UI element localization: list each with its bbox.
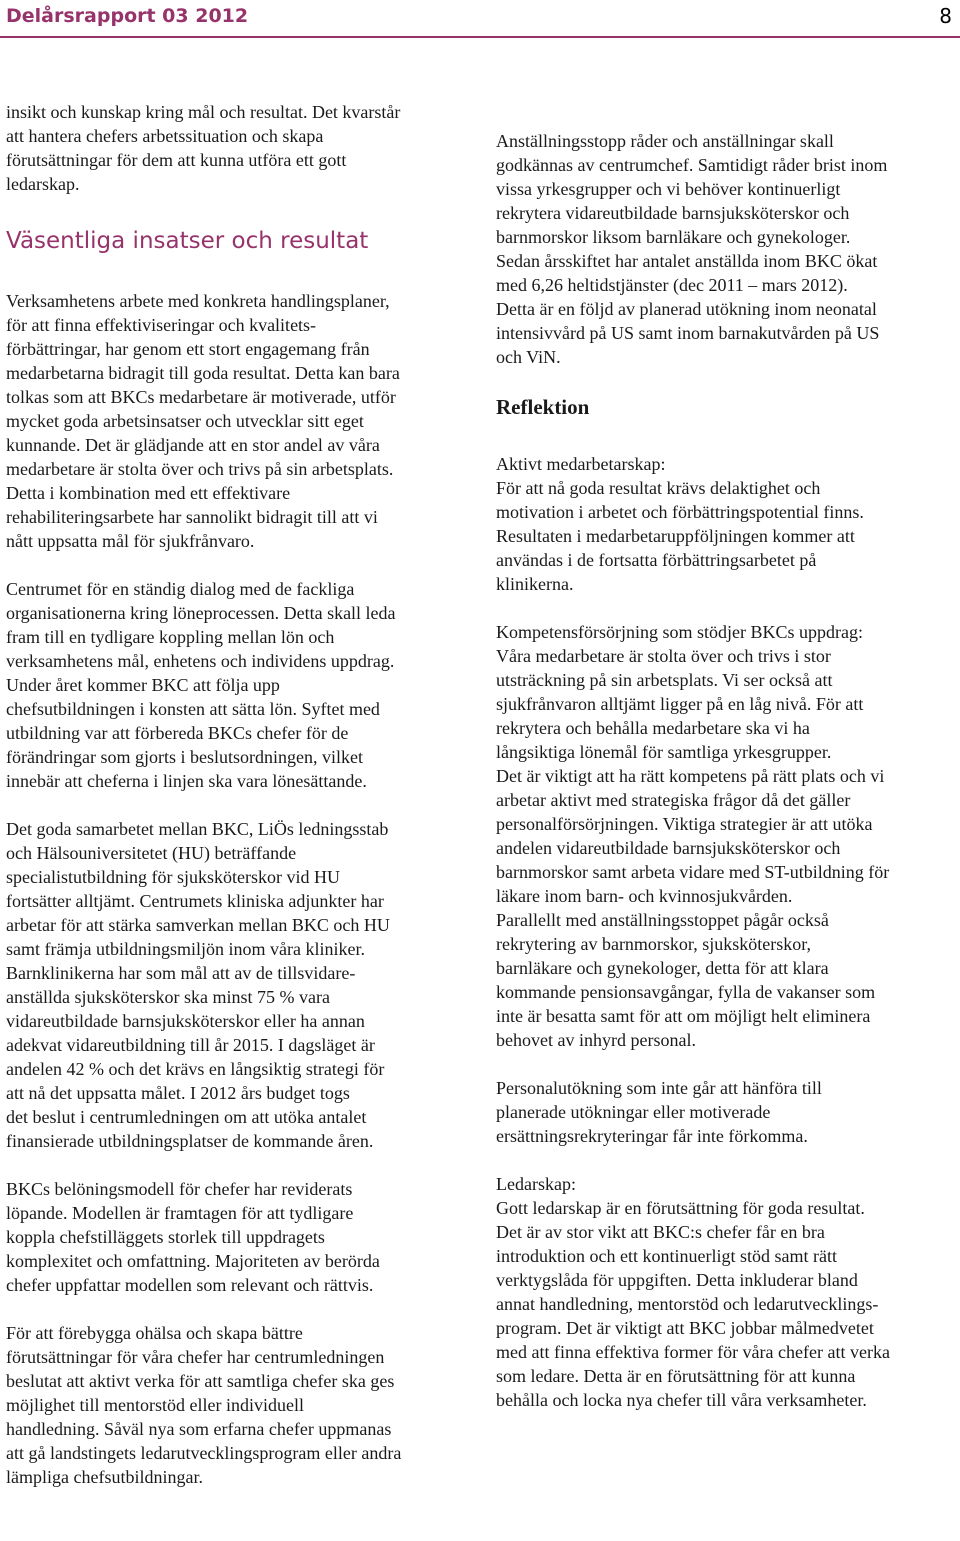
paragraph-beloningsmodell: BKCs belöningsmodell för chefer har reviderats löpande. Modellen är framtagen för att tydligare koppla chefstilläggets storlek till uppdragets komplexitet och omfattning. Majoriteten av berörda chefer uppfattar modellen som relevant och rättvis. [6,1179,380,1295]
paragraph-loneprocess: Centrumet för en ständig dialog med de fackliga organisationerna kring löneprocessen. Detta skall leda fram till en tydligare koppling mellan lön och verksamhetens mål, enhetens och individens uppdrag. Under året kommer BKC att följa upp chefsutbildningen i konsten att sätta lön. Syftet med utbildning var att förbereda BKCs chefer för de förändringar som gjorts i beslutsordningen, vilket innebär att cheferna i linjen ska vara lönesättande. [6,579,396,791]
paragraph-handlingsplaner: Verksamhetens arbete med konkreta handlingsplaner, för att finna effektiviseringar och kvalitets- förbättringar, har genom ett stort engagemang från medarbetarna bidragit till goda resultat. Detta kan bara tolkas som att BKCs medarbetare är motiverade, utför mycket goda arbetsinsatser och utvecklar sitt eget kunnande. Det är glädjande att en stor andel av våra medarbetare är stolta över och trivs på sin arbetsplats. Detta i kombination med ett effektivare rehabiliteringsarbete har sannolikt bidragit till att vi nått uppsatta mål för sjukfrånvaro. [6,291,400,551]
paragraph-medarbetarskap: Aktivt medarbetarskap: För att nå goda resultat krävs delaktighet och motivation i arbetet och förbättringspotential finns. Resultaten i medarbetaruppföljningen kommer att användas i de fortsatta förbättringsarbetet på klinikerna. [496,454,864,594]
paragraph-ohalsa: För att förebygga ohälsa och skapa bättre förutsättningar för våra chefer har centrumledningen beslutat att aktivt verka för att samtliga chefer ska ges möjlighet till mentorstöd eller individuell handledning. Såväl nya som erfarna chefer uppmanas att gå landstingets ledarutvecklingsprogram eller andra lämpliga chefsutbildningar. [6,1323,402,1487]
paragraph-ledarskap: Ledarskap: Gott ledarskap är en förutsättning för goda resultat. Det är av stor vikt att BKC:s chefer får en bra introduktion och ett kontinuerligt stöd samt rätt verktygslåda för uppgiften. Detta inkluderar bland annat handledning, mentorstöd och ledarutvecklings- program. Det är viktigt att BKC jobbar målmedvetet med att finna effektiva former för våra chefer att verka som ledare. Detta är en förutsättning för att kunna behålla och locka nya chefer till våra verksamheter. [496,1174,890,1410]
page-header [0,0,960,36]
right-column [496,129,958,1436]
section-heading-insatser: Väsentliga insatser och resultat [6,228,369,254]
paragraph-kompetensforsorjning: Kompetensförsörjning som stödjer BKCs uppdrag: Våra medarbetare är stolta över och trivs i stor utsträckning på sin arbetsplats. Vi ser också att sjukfrånvaron alltjämt ligger på en låg nivå. För att rekrytera och behålla medarbetare ska vi ha långsiktiga lönemål för samtliga yrkesgrupper. Det är viktigt att ha rätt kompetens på rätt plats och vi arbetar aktivt med strategiska frågor då det gäller personalförsörjningen. Viktiga strategier är att utöka andelen vidareutbildade barnsjuksköterskor och barnmorskor samt arbeta vidare med ST-utbildning för läkare inom barn- och kvinnosjukvården. Parallellt med anställningsstoppet pågår också rekrytering av barnmorskor, sjuksköterskor, barnläkare och gynekologer, detta för att klara kommande pensionsavgångar, fylla de vakanser som inte är besatta samt för att om möjligt helt eliminera behovet av inhyrd personal. [496,622,890,1050]
paragraph-samarbete: Det goda samarbetet mellan BKC, LiÖs ledningsstab och Hälsouniversitetet (HU) beträffande specialistutbildning för sjuksköterskor vid HU fortsätter alltjämt. Centrumets kliniska adjunkter har arbetar för att stärka samverkan mellan BKC och HU samt främja utbildningsmiljön inom våra kliniker. Barnklinikerna har som mål att av de tillsvidare- anställda sjuksköterskor ska minst 75 % vara vidareutbildade barnsjuksköterskor eller ha annan adekvat vidareutbildning till år 2015. I dagsläget är andelen 42 % och det krävs en långsiktig strategi för att nå det uppsatta målet. I 2012 års budget togs det beslut i centrumledningen om att utöka antalet finansierade utbildningsplatser de kommande åren. [6,819,390,1151]
paragraph-anstallningsstopp: Anställningsstopp råder och anställningar skall godkännas av centrumchef. Samtidigt råder brist inom vissa yrkesgrupper och vi behöver kontinuerligt rekrytera vidareutbildade barnsjuksköterskor och barnmorskor liksom barnläkare och gynekologer. Sedan årsskiftet har antalet anställda inom BKC ökat med 6,26 heltidstjänster (dec 2011 – mars 2012). Detta är en följd av planerad utökning inom neonatal intensivvård på US samt inom barnakutvården på US och ViN. [496,131,888,367]
left-column [6,100,472,1513]
report-title: Delårsrapport 03 2012 [6,5,249,27]
paragraph-personalutokning: Personalutökning som inte går att hänföra till planerade utökningar eller motiverade ersättningsrekryteringar får inte förkomma. [496,1078,822,1146]
page-number: 8 [939,4,952,28]
paragraph-intro-continued: insikt och kunskap kring mål och resultat. Det kvarstår att hantera chefers arbetssituation och skapa förutsättningar för dem att kunna utföra ett gott ledarskap. [6,102,401,194]
header-rule [0,36,960,38]
section-heading-reflektion: Reflektion [496,395,590,419]
